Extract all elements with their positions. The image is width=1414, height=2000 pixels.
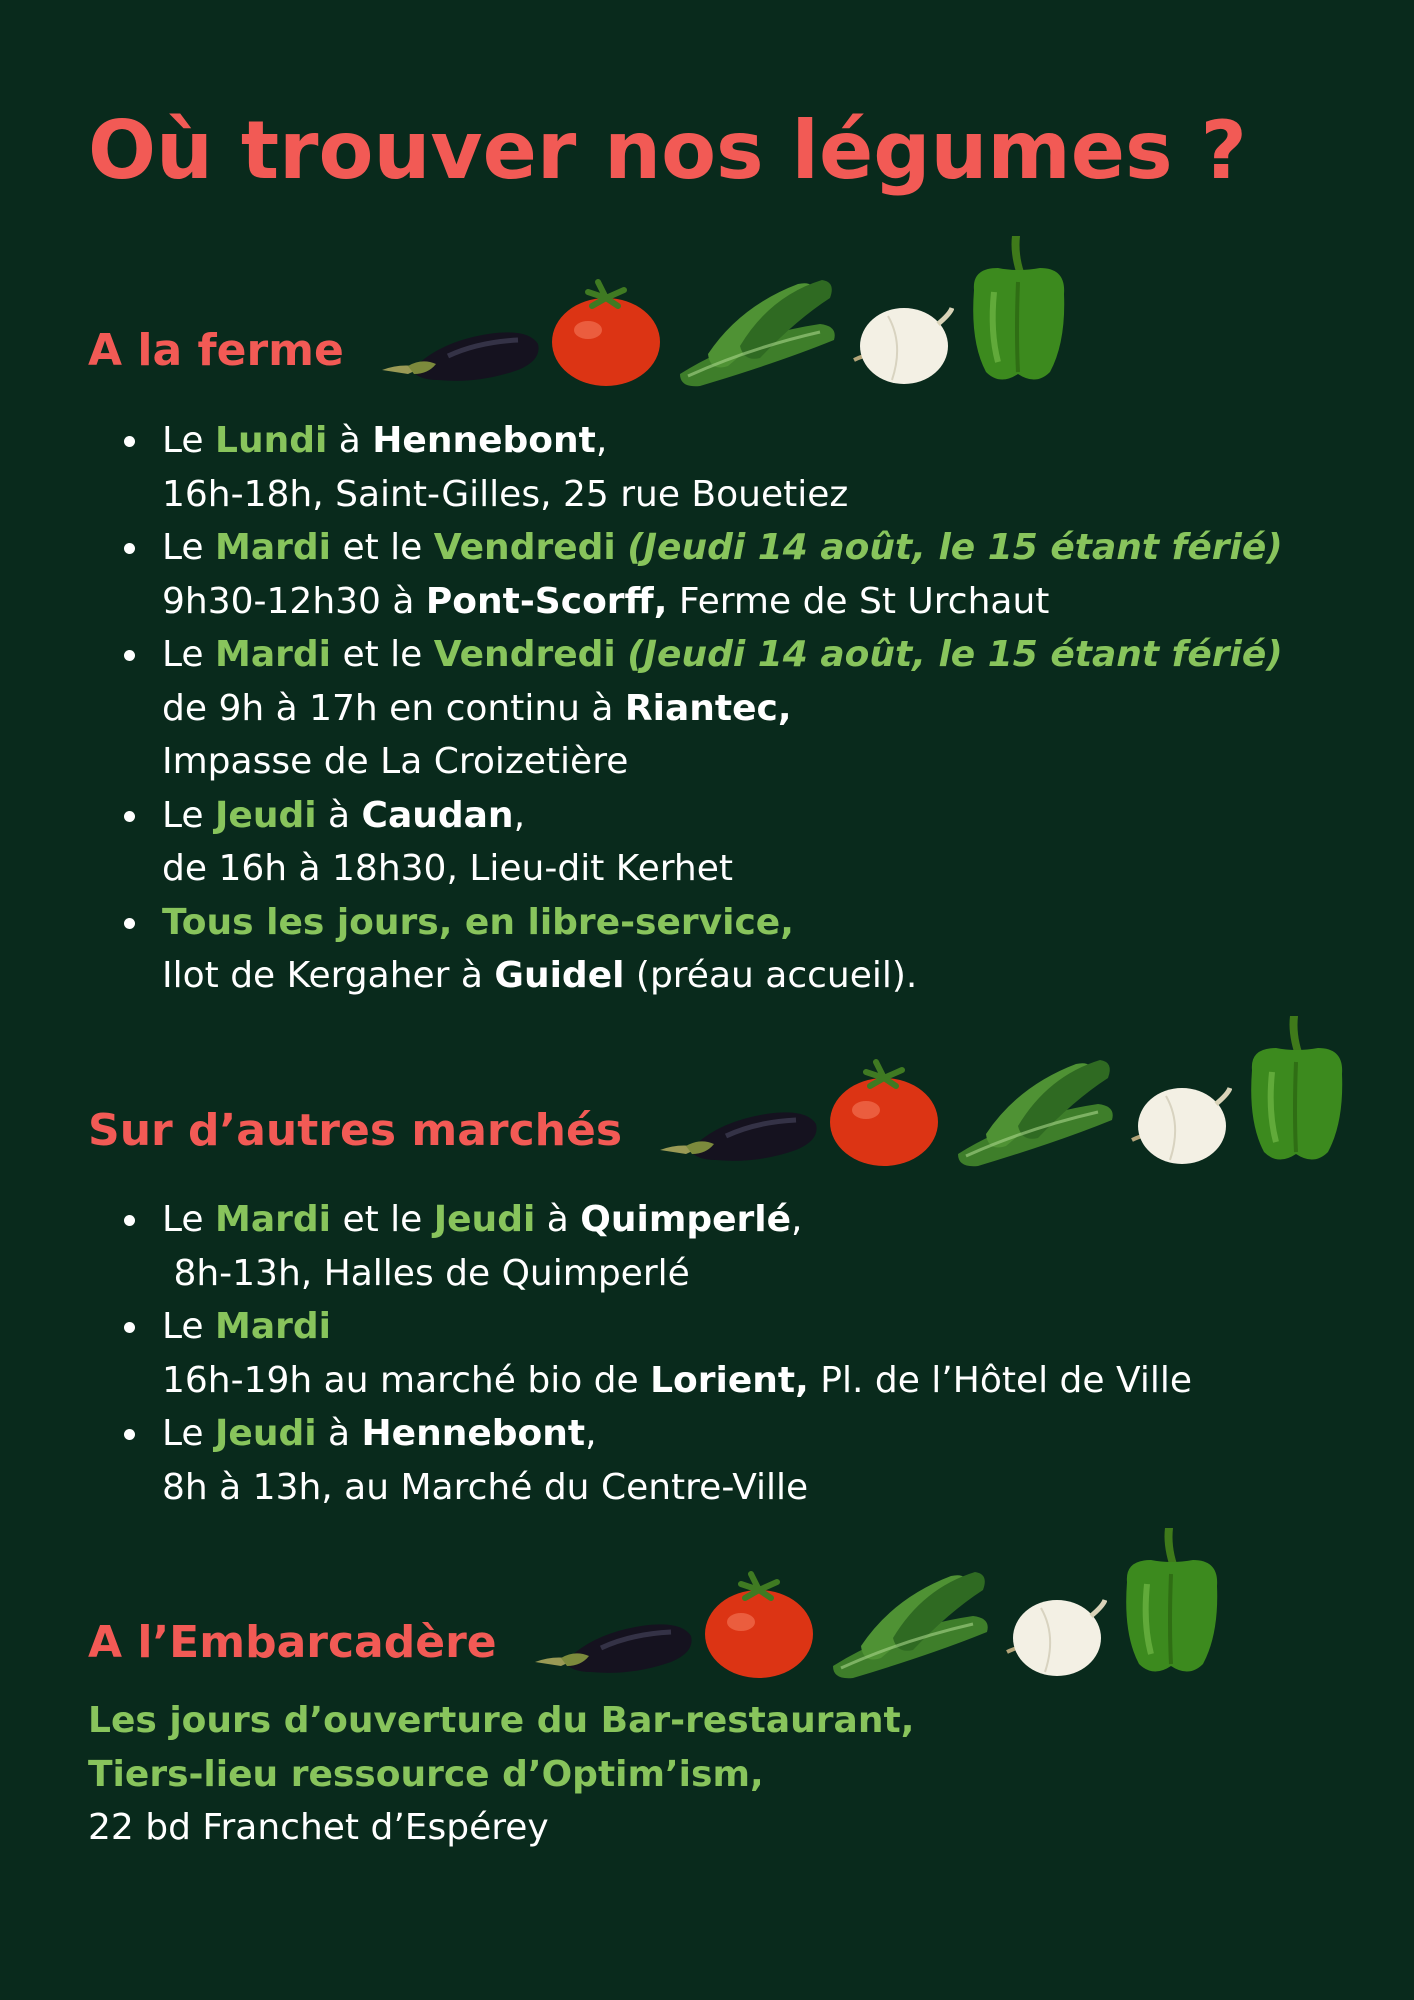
town: Quimperlé [580,1199,792,1240]
text: Pl. de l’Hôtel de Ville [808,1359,1192,1401]
vegetable-row [531,1524,1235,1680]
details: 8h-13h, Halles de Quimperlé [162,1252,690,1294]
list-item [116,414,1283,521]
text: Le [162,527,216,568]
text: , [513,794,526,836]
tomato-icon [701,1568,817,1680]
section-marches-title: Sur d’autres marchés [88,1104,623,1156]
text: , [595,420,608,461]
venue-name: Tiers-lieu ressource d’Optim’ism, [88,1753,764,1795]
town: Pont-Scorff, [425,580,668,622]
zucchini-icon [670,266,842,388]
day: Jeudi [433,1199,536,1240]
day: Vendredi [433,634,616,675]
text: , [791,1199,803,1240]
list-item [116,628,1283,789]
tomato-icon [548,276,664,388]
day: Lundi [215,420,328,461]
text: à [316,1413,362,1454]
eggplant-icon [378,308,542,388]
list-item [116,1300,1192,1407]
address: 22 bd Franchet d’Espérey [88,1807,549,1848]
town: Guidel [494,955,625,996]
text: Le [162,794,216,836]
onion-icon [848,294,954,388]
text: à [327,420,373,461]
opening-days: Les jours d’ouverture du Bar-restaurant, [88,1700,915,1741]
details: Impasse de La Croizetière [162,741,629,782]
day: Vendredi [433,527,616,568]
page-title: Où trouver nos légumes ? [88,104,1247,197]
details: 16h-18h, Saint-Gilles, 25 rue Bouetiez [162,473,849,515]
zucchini-icon [948,1046,1120,1168]
vegetable-row [656,1012,1360,1168]
town: Hennebont [361,1413,586,1454]
list-item [116,1407,1192,1514]
section-embarcadere-header [88,1524,1235,1680]
green-pepper-icon [1113,1524,1229,1680]
list-item [116,896,1283,1003]
text [616,527,627,568]
marches-list [116,1193,1192,1514]
onion-icon [1001,1586,1107,1680]
day: Mardi [215,1306,331,1347]
text: à [535,1199,581,1240]
list-item [116,521,1283,628]
day: Mardi [215,527,331,568]
text: Le [162,420,216,461]
text [616,634,627,675]
text: , [585,1413,597,1454]
text: Ferme de St Urchaut [667,580,1050,622]
day: Jeudi [215,794,317,836]
text: de 9h à 17h en continu à [162,687,625,729]
text: Le [162,1413,216,1454]
holiday-note: (Jeudi 14 août, le 15 étant férié) [627,527,1283,568]
holiday-note: (Jeudi 14 août, le 15 étant férié) [627,634,1283,675]
details: de 16h à 18h30, Lieu-dit Kerhet [162,848,733,889]
text: Le [162,1199,216,1240]
text: 9h30-12h30 à [162,580,426,622]
ferme-list [116,414,1283,1003]
town: Lorient, [650,1359,809,1401]
details: 8h à 13h, au Marché du Centre-Ville [162,1466,809,1508]
text: Le [162,1306,216,1347]
section-ferme-header [88,232,1082,388]
town: Caudan [361,794,514,836]
day: Mardi [215,634,331,675]
green-pepper-icon [960,232,1076,388]
green-pepper-icon [1238,1012,1354,1168]
text: à [316,794,362,836]
text: et le [331,634,434,675]
day: Mardi [215,1199,331,1240]
text: 16h-19h au marché bio de [162,1359,651,1401]
town: Riantec, [624,687,792,729]
day: Jeudi [215,1413,317,1454]
zucchini-icon [823,1558,995,1680]
vegetable-row [378,232,1082,388]
text: Ilot de Kergaher à [162,955,495,996]
text: (préau accueil). [624,955,918,996]
town: Hennebont [372,420,596,461]
section-embarcadere-title: A l’Embarcadère [88,1616,497,1668]
list-item [116,789,1283,896]
section-ferme-title: A la ferme [88,324,344,376]
text: Le [162,634,216,675]
embarcadere-info [88,1694,914,1855]
eggplant-icon [531,1600,695,1680]
onion-icon [1126,1074,1232,1168]
text: et le [331,527,434,568]
tomato-icon [826,1056,942,1168]
highlight-text: Tous les jours, en libre-service, [162,901,794,943]
section-marches-header [88,1012,1360,1168]
list-item [116,1193,1192,1300]
text: et le [331,1199,434,1240]
eggplant-icon [656,1088,820,1168]
